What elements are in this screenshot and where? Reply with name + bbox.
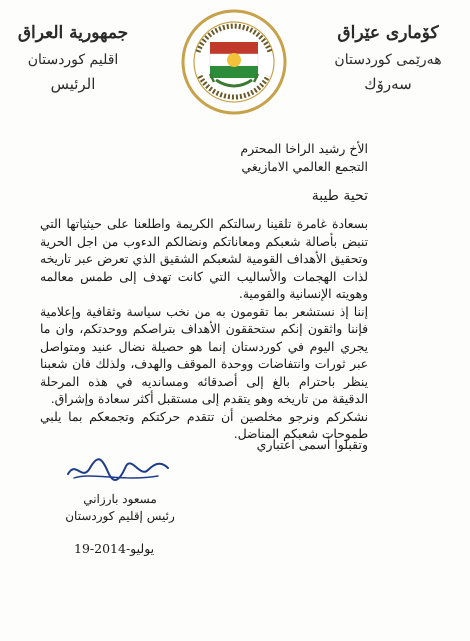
recipient-name: الأخ رشيد الراخا المحترم [240, 141, 368, 156]
header-arabic-line3: الرئيس [50, 75, 96, 93]
signer-name: مسعود بارزاني [83, 492, 157, 506]
body-paragraph-3: نشكركم ونرجو مخلصين أن تتقدم حركتكم وتجمعكم بما يلبي طموحات شعبكم المناضل. [40, 409, 368, 441]
signer-title: رئيس إقليم كوردستان [65, 509, 175, 523]
header-kurdish-line2: هەرێمی کوردستان [334, 52, 442, 68]
header-kurdish-line1: كۆماری عێراق [337, 23, 439, 43]
header-arabic [8, 22, 138, 96]
header-kurdish-line3: سەرۆك [364, 75, 412, 93]
header-arabic-line1: جمهورية العراق [17, 23, 129, 43]
greeting: تحية طيبة [311, 188, 368, 204]
letter-date: 19-يوليو-2014 [74, 541, 155, 556]
handwritten-signature [62, 452, 172, 486]
body-paragraph-1: بسعادة غامرة تلقينا رسالتكم الكريمة واطلعنا على حيثياتها التي تنبض بأصالة شعبكم ومعاناتكم ونضالكم الدءوب من اجل الحرية وتحقيق الأهداف القومية لشعبكم الشقيق الذي تعرض عبر تاريخه لذات الهجمات والأساليب التي كانت تهدف إلى طمس معالمه وهويته الإنسانية والقومية. [40, 217, 368, 301]
recipient-organization: التجمع العالمي الامازيغي [241, 159, 368, 174]
kurdistan-presidency-emblem [180, 8, 288, 116]
body-paragraph-2: إننا إذ نستشعر بما تقومون به من نخب سياسة وثقافية وإعلامية فإننا واثقون إنكم ستحققون الأهداف بتراصكم ووحدتكم، وان ما يجري اليوم في كوردستان إنما هو حصيلة نضال عنيد ومتواصل عبر ثورات وانتفاضات ووحدة الموقف والهدف، ولذلك فان شعبنا ينظر باحترام بالغ إلى أصدقائه ومسانديه في هذه المرحلة الدقيقة من تاريخه وهو يتقدم إلى مستقبل أكثر سعادة وإشراق. [40, 304, 368, 406]
letter-body [40, 216, 368, 444]
header-arabic-line2: اقليم كوردستان [27, 52, 119, 68]
closing-line: وتقبلوا أسمى اعتباري [256, 437, 368, 452]
header-kurdish [318, 22, 458, 96]
